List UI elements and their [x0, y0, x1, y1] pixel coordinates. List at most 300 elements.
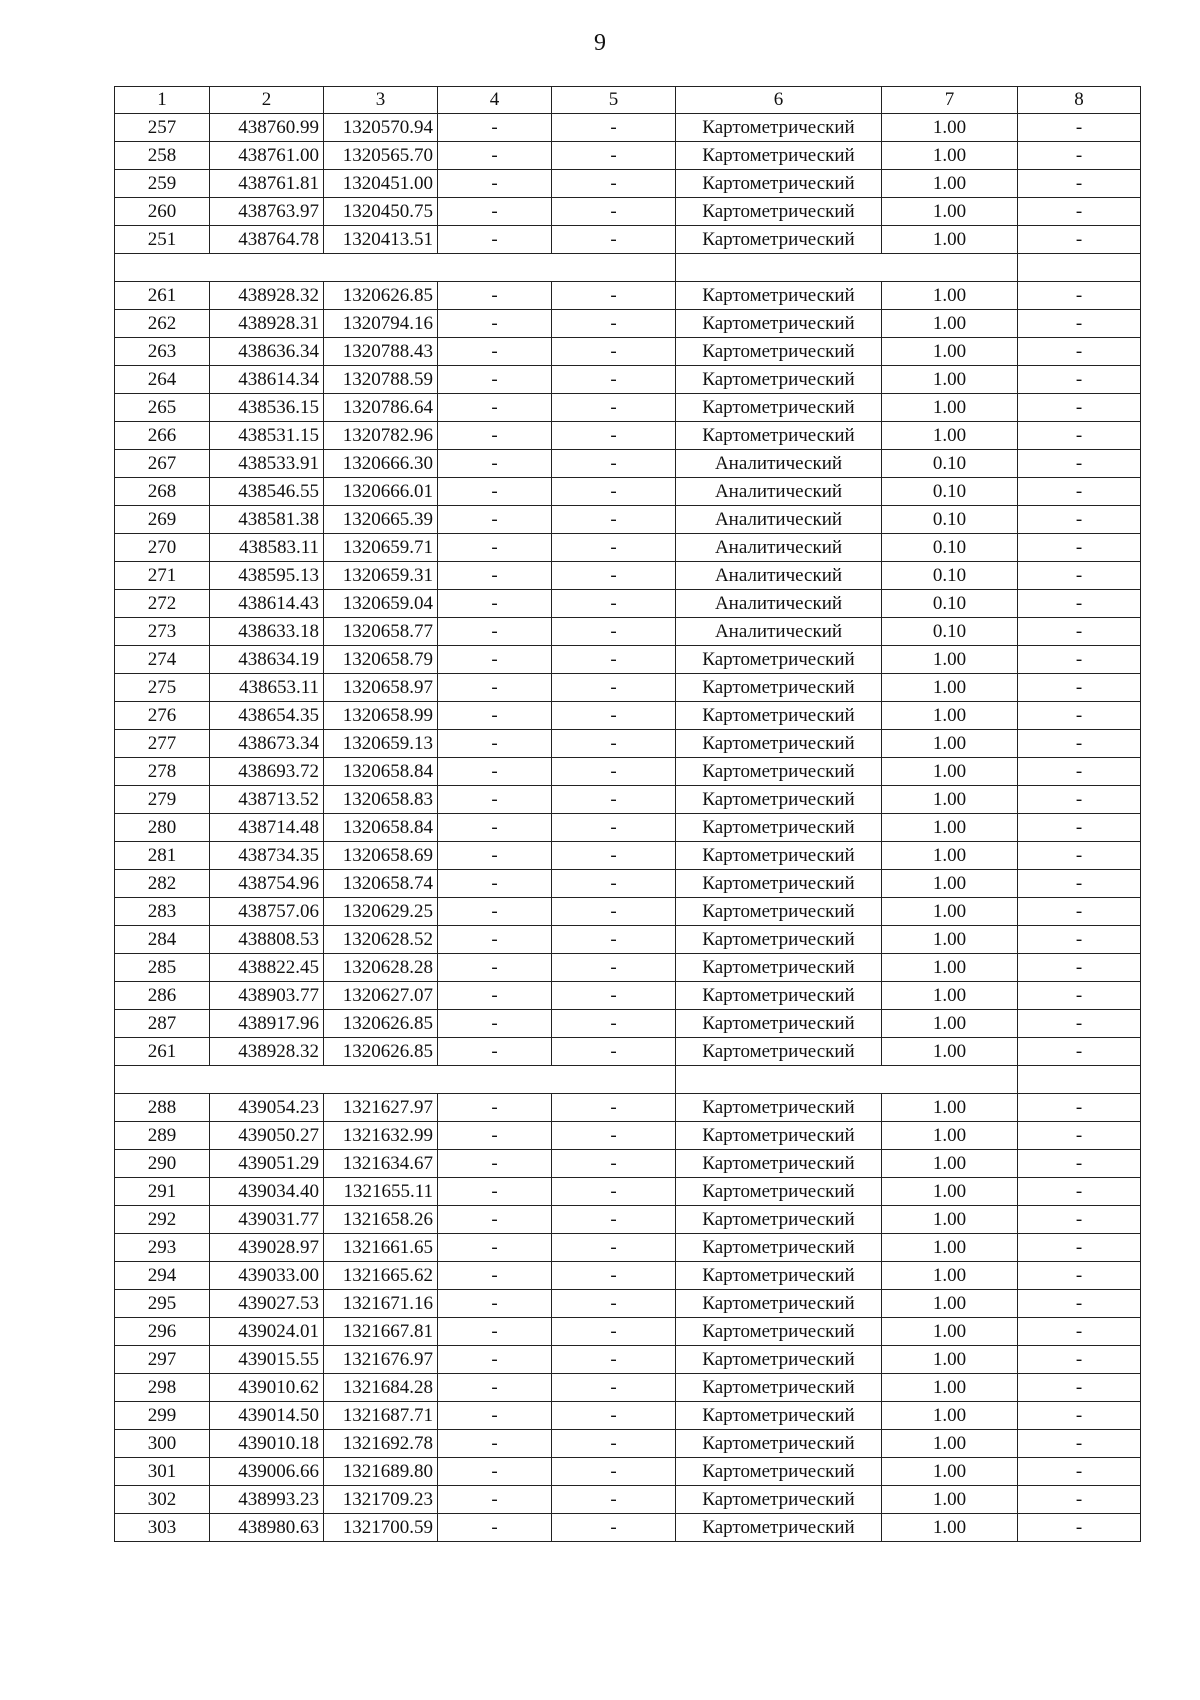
cell-method: Картометрический	[676, 226, 882, 254]
cell-col-5: -	[552, 1290, 676, 1318]
cell-y-coordinate: 1320629.25	[324, 898, 438, 926]
table-row	[115, 730, 1141, 758]
cell-col-8: -	[1018, 702, 1141, 730]
cell-accuracy: 1.00	[882, 814, 1018, 842]
cell-accuracy: 1.00	[882, 394, 1018, 422]
cell-col-8: -	[1018, 1318, 1141, 1346]
cell-col-5: -	[552, 1486, 676, 1514]
cell-y-coordinate: 1320658.84	[324, 814, 438, 842]
cell-x-coordinate: 438754.96	[210, 870, 324, 898]
cell-x-coordinate: 439010.62	[210, 1374, 324, 1402]
column-header-4: 4	[438, 87, 552, 114]
separator-cell	[676, 1066, 1018, 1094]
cell-method: Картометрический	[676, 1206, 882, 1234]
cell-point-number: 271	[115, 562, 210, 590]
cell-x-coordinate: 438928.32	[210, 1038, 324, 1066]
cell-y-coordinate: 1320659.71	[324, 534, 438, 562]
cell-accuracy: 0.10	[882, 618, 1018, 646]
header-row	[115, 87, 1141, 114]
cell-x-coordinate: 438673.34	[210, 730, 324, 758]
cell-col-4: -	[438, 1290, 552, 1318]
cell-accuracy: 1.00	[882, 142, 1018, 170]
cell-method: Картометрический	[676, 758, 882, 786]
cell-col-8: -	[1018, 1486, 1141, 1514]
table-row	[115, 1346, 1141, 1374]
cell-point-number: 301	[115, 1458, 210, 1486]
cell-x-coordinate: 438713.52	[210, 786, 324, 814]
column-header-3: 3	[324, 87, 438, 114]
cell-col-8: -	[1018, 142, 1141, 170]
cell-col-8: -	[1018, 786, 1141, 814]
cell-col-5: -	[552, 1318, 676, 1346]
cell-y-coordinate: 1321671.16	[324, 1290, 438, 1318]
cell-point-number: 263	[115, 338, 210, 366]
table-row	[115, 142, 1141, 170]
cell-point-number: 258	[115, 142, 210, 170]
cell-accuracy: 1.00	[882, 1514, 1018, 1542]
cell-col-5: -	[552, 1150, 676, 1178]
cell-point-number: 259	[115, 170, 210, 198]
cell-accuracy: 1.00	[882, 730, 1018, 758]
cell-col-4: -	[438, 730, 552, 758]
cell-col-4: -	[438, 590, 552, 618]
table-row	[115, 506, 1141, 534]
cell-x-coordinate: 439033.00	[210, 1262, 324, 1290]
table-row	[115, 422, 1141, 450]
table-row	[115, 814, 1141, 842]
cell-x-coordinate: 439034.40	[210, 1178, 324, 1206]
cell-y-coordinate: 1321684.28	[324, 1374, 438, 1402]
cell-y-coordinate: 1321676.97	[324, 1346, 438, 1374]
table-row	[115, 226, 1141, 254]
cell-point-number: 264	[115, 366, 210, 394]
cell-col-8: -	[1018, 730, 1141, 758]
cell-y-coordinate: 1320628.28	[324, 954, 438, 982]
column-header-6: 6	[676, 87, 882, 114]
cell-point-number: 262	[115, 310, 210, 338]
cell-point-number: 295	[115, 1290, 210, 1318]
cell-point-number: 282	[115, 870, 210, 898]
cell-col-8: -	[1018, 1374, 1141, 1402]
cell-col-5: -	[552, 1346, 676, 1374]
cell-point-number: 292	[115, 1206, 210, 1234]
cell-x-coordinate: 438714.48	[210, 814, 324, 842]
cell-col-4: -	[438, 758, 552, 786]
cell-method: Картометрический	[676, 114, 882, 142]
cell-method: Картометрический	[676, 142, 882, 170]
table-row	[115, 1318, 1141, 1346]
cell-col-5: -	[552, 142, 676, 170]
cell-method: Картометрический	[676, 1514, 882, 1542]
cell-col-5: -	[552, 674, 676, 702]
cell-method: Аналитический	[676, 450, 882, 478]
cell-method: Картометрический	[676, 310, 882, 338]
cell-col-4: -	[438, 1486, 552, 1514]
cell-col-8: -	[1018, 618, 1141, 646]
cell-accuracy: 1.00	[882, 926, 1018, 954]
page-number: 9	[594, 30, 606, 56]
cell-method: Картометрический	[676, 1486, 882, 1514]
cell-point-number: 285	[115, 954, 210, 982]
cell-y-coordinate: 1320659.13	[324, 730, 438, 758]
cell-col-4: -	[438, 310, 552, 338]
cell-method: Картометрический	[676, 1094, 882, 1122]
cell-col-5: -	[552, 758, 676, 786]
cell-x-coordinate: 439051.29	[210, 1150, 324, 1178]
cell-col-8: -	[1018, 450, 1141, 478]
cell-col-8: -	[1018, 1094, 1141, 1122]
cell-point-number: 279	[115, 786, 210, 814]
cell-accuracy: 1.00	[882, 1094, 1018, 1122]
cell-x-coordinate: 438636.34	[210, 338, 324, 366]
cell-col-4: -	[438, 1010, 552, 1038]
cell-accuracy: 1.00	[882, 1430, 1018, 1458]
coordinates-table	[114, 86, 1141, 1542]
cell-point-number: 261	[115, 1038, 210, 1066]
cell-y-coordinate: 1320788.43	[324, 338, 438, 366]
separator-row	[115, 254, 1141, 282]
cell-col-5: -	[552, 1262, 676, 1290]
cell-col-5: -	[552, 1094, 676, 1122]
cell-accuracy: 1.00	[882, 170, 1018, 198]
cell-x-coordinate: 438546.55	[210, 478, 324, 506]
cell-accuracy: 1.00	[882, 1010, 1018, 1038]
cell-x-coordinate: 438614.43	[210, 590, 324, 618]
cell-method: Аналитический	[676, 534, 882, 562]
cell-col-4: -	[438, 1374, 552, 1402]
cell-y-coordinate: 1321692.78	[324, 1430, 438, 1458]
cell-x-coordinate: 438917.96	[210, 1010, 324, 1038]
cell-accuracy: 1.00	[882, 1318, 1018, 1346]
cell-col-5: -	[552, 198, 676, 226]
cell-accuracy: 1.00	[882, 758, 1018, 786]
cell-accuracy: 1.00	[882, 1262, 1018, 1290]
cell-method: Картометрический	[676, 702, 882, 730]
cell-col-4: -	[438, 954, 552, 982]
cell-col-8: -	[1018, 282, 1141, 310]
cell-accuracy: 1.00	[882, 870, 1018, 898]
cell-x-coordinate: 438654.35	[210, 702, 324, 730]
cell-point-number: 257	[115, 114, 210, 142]
cell-method: Картометрический	[676, 898, 882, 926]
cell-y-coordinate: 1321687.71	[324, 1402, 438, 1430]
table-row	[115, 1122, 1141, 1150]
cell-col-4: -	[438, 1514, 552, 1542]
cell-accuracy: 1.00	[882, 1486, 1018, 1514]
cell-accuracy: 0.10	[882, 450, 1018, 478]
cell-accuracy: 1.00	[882, 1290, 1018, 1318]
table-row	[115, 1234, 1141, 1262]
cell-accuracy: 1.00	[882, 898, 1018, 926]
cell-point-number: 267	[115, 450, 210, 478]
cell-x-coordinate: 438595.13	[210, 562, 324, 590]
cell-col-8: -	[1018, 1178, 1141, 1206]
cell-col-8: -	[1018, 170, 1141, 198]
cell-col-5: -	[552, 1122, 676, 1150]
cell-x-coordinate: 438583.11	[210, 534, 324, 562]
cell-method: Картометрический	[676, 1010, 882, 1038]
cell-col-8: -	[1018, 1262, 1141, 1290]
cell-col-4: -	[438, 618, 552, 646]
cell-method: Картометрический	[676, 786, 882, 814]
table-row	[115, 1206, 1141, 1234]
cell-method: Картометрический	[676, 954, 882, 982]
cell-accuracy: 0.10	[882, 478, 1018, 506]
cell-y-coordinate: 1320658.97	[324, 674, 438, 702]
cell-y-coordinate: 1321709.23	[324, 1486, 438, 1514]
cell-accuracy: 1.00	[882, 1178, 1018, 1206]
cell-x-coordinate: 439006.66	[210, 1458, 324, 1486]
table-row	[115, 114, 1141, 142]
cell-col-5: -	[552, 786, 676, 814]
cell-col-8: -	[1018, 478, 1141, 506]
cell-x-coordinate: 439031.77	[210, 1206, 324, 1234]
cell-y-coordinate: 1321634.67	[324, 1150, 438, 1178]
cell-col-5: -	[552, 394, 676, 422]
cell-col-8: -	[1018, 1458, 1141, 1486]
cell-col-4: -	[438, 814, 552, 842]
cell-col-4: -	[438, 898, 552, 926]
cell-col-8: -	[1018, 562, 1141, 590]
cell-point-number: 280	[115, 814, 210, 842]
cell-col-8: -	[1018, 898, 1141, 926]
cell-col-4: -	[438, 1458, 552, 1486]
cell-col-4: -	[438, 646, 552, 674]
cell-x-coordinate: 439054.23	[210, 1094, 324, 1122]
cell-col-4: -	[438, 702, 552, 730]
cell-col-4: -	[438, 1262, 552, 1290]
table-row	[115, 1038, 1141, 1066]
cell-col-5: -	[552, 814, 676, 842]
cell-point-number: 288	[115, 1094, 210, 1122]
cell-col-8: -	[1018, 534, 1141, 562]
cell-col-4: -	[438, 1150, 552, 1178]
cell-point-number: 251	[115, 226, 210, 254]
cell-col-5: -	[552, 562, 676, 590]
cell-method: Картометрический	[676, 1038, 882, 1066]
table-row	[115, 1262, 1141, 1290]
cell-col-5: -	[552, 1178, 676, 1206]
cell-col-4: -	[438, 478, 552, 506]
cell-point-number: 294	[115, 1262, 210, 1290]
cell-accuracy: 1.00	[882, 114, 1018, 142]
cell-col-5: -	[552, 1206, 676, 1234]
cell-col-8: -	[1018, 1514, 1141, 1542]
table-row	[115, 1290, 1141, 1318]
cell-y-coordinate: 1321632.99	[324, 1122, 438, 1150]
cell-col-5: -	[552, 114, 676, 142]
cell-x-coordinate: 438633.18	[210, 618, 324, 646]
cell-point-number: 277	[115, 730, 210, 758]
cell-col-4: -	[438, 1234, 552, 1262]
cell-method: Аналитический	[676, 618, 882, 646]
cell-method: Картометрический	[676, 1150, 882, 1178]
table-row	[115, 674, 1141, 702]
column-header-7: 7	[882, 87, 1018, 114]
cell-col-8: -	[1018, 226, 1141, 254]
cell-x-coordinate: 439014.50	[210, 1402, 324, 1430]
cell-y-coordinate: 1320565.70	[324, 142, 438, 170]
cell-method: Картометрический	[676, 1402, 882, 1430]
cell-accuracy: 1.00	[882, 282, 1018, 310]
cell-x-coordinate: 438761.81	[210, 170, 324, 198]
cell-x-coordinate: 438928.31	[210, 310, 324, 338]
cell-col-8: -	[1018, 1122, 1141, 1150]
cell-accuracy: 1.00	[882, 1374, 1018, 1402]
cell-accuracy: 1.00	[882, 338, 1018, 366]
cell-accuracy: 1.00	[882, 646, 1018, 674]
cell-point-number: 303	[115, 1514, 210, 1542]
table-row	[115, 170, 1141, 198]
cell-x-coordinate: 438903.77	[210, 982, 324, 1010]
cell-col-4: -	[438, 338, 552, 366]
table-row	[115, 534, 1141, 562]
cell-point-number: 298	[115, 1374, 210, 1402]
cell-method: Картометрический	[676, 198, 882, 226]
cell-accuracy: 1.00	[882, 674, 1018, 702]
cell-accuracy: 1.00	[882, 842, 1018, 870]
separator-cell	[676, 254, 1018, 282]
cell-y-coordinate: 1320658.99	[324, 702, 438, 730]
separator-cell	[115, 254, 676, 282]
table-row	[115, 1374, 1141, 1402]
cell-col-5: -	[552, 1234, 676, 1262]
table-row	[115, 450, 1141, 478]
cell-col-5: -	[552, 842, 676, 870]
cell-col-4: -	[438, 226, 552, 254]
cell-point-number: 284	[115, 926, 210, 954]
table-row	[115, 898, 1141, 926]
cell-method: Картометрический	[676, 1374, 882, 1402]
cell-x-coordinate: 438822.45	[210, 954, 324, 982]
column-header-8: 8	[1018, 87, 1141, 114]
table-row	[115, 926, 1141, 954]
cell-y-coordinate: 1320665.39	[324, 506, 438, 534]
cell-y-coordinate: 1320659.04	[324, 590, 438, 618]
cell-method: Картометрический	[676, 814, 882, 842]
cell-y-coordinate: 1320626.85	[324, 1010, 438, 1038]
cell-x-coordinate: 438980.63	[210, 1514, 324, 1542]
cell-point-number: 287	[115, 1010, 210, 1038]
table-row	[115, 646, 1141, 674]
cell-point-number: 273	[115, 618, 210, 646]
cell-col-5: -	[552, 422, 676, 450]
cell-accuracy: 0.10	[882, 562, 1018, 590]
cell-y-coordinate: 1320627.07	[324, 982, 438, 1010]
cell-col-4: -	[438, 1206, 552, 1234]
cell-x-coordinate: 438761.00	[210, 142, 324, 170]
cell-col-5: -	[552, 730, 676, 758]
cell-point-number: 281	[115, 842, 210, 870]
table-row	[115, 198, 1141, 226]
cell-point-number: 276	[115, 702, 210, 730]
cell-y-coordinate: 1320666.30	[324, 450, 438, 478]
cell-method: Аналитический	[676, 590, 882, 618]
cell-col-4: -	[438, 786, 552, 814]
cell-col-8: -	[1018, 590, 1141, 618]
cell-accuracy: 1.00	[882, 1458, 1018, 1486]
cell-y-coordinate: 1320570.94	[324, 114, 438, 142]
cell-x-coordinate: 438693.72	[210, 758, 324, 786]
cell-method: Картометрический	[676, 646, 882, 674]
cell-col-8: -	[1018, 674, 1141, 702]
table-row	[115, 870, 1141, 898]
table-row	[115, 1094, 1141, 1122]
cell-accuracy: 0.10	[882, 534, 1018, 562]
cell-x-coordinate: 438764.78	[210, 226, 324, 254]
cell-point-number: 289	[115, 1122, 210, 1150]
cell-method: Аналитический	[676, 562, 882, 590]
cell-point-number: 261	[115, 282, 210, 310]
cell-col-4: -	[438, 422, 552, 450]
cell-point-number: 296	[115, 1318, 210, 1346]
cell-y-coordinate: 1321665.62	[324, 1262, 438, 1290]
cell-col-4: -	[438, 982, 552, 1010]
cell-col-4: -	[438, 114, 552, 142]
cell-col-5: -	[552, 870, 676, 898]
cell-col-4: -	[438, 198, 552, 226]
cell-col-4: -	[438, 1094, 552, 1122]
cell-col-5: -	[552, 954, 676, 982]
column-header-2: 2	[210, 87, 324, 114]
table-row	[115, 1486, 1141, 1514]
cell-accuracy: 1.00	[882, 1234, 1018, 1262]
cell-method: Картометрический	[676, 926, 882, 954]
cell-col-5: -	[552, 898, 676, 926]
cell-x-coordinate: 438536.15	[210, 394, 324, 422]
cell-x-coordinate: 438581.38	[210, 506, 324, 534]
cell-y-coordinate: 1320794.16	[324, 310, 438, 338]
cell-col-4: -	[438, 534, 552, 562]
cell-point-number: 302	[115, 1486, 210, 1514]
cell-col-5: -	[552, 310, 676, 338]
cell-x-coordinate: 438993.23	[210, 1486, 324, 1514]
cell-method: Картометрический	[676, 730, 882, 758]
separator-cell	[1018, 254, 1141, 282]
cell-point-number: 275	[115, 674, 210, 702]
cell-col-5: -	[552, 478, 676, 506]
cell-col-4: -	[438, 366, 552, 394]
cell-point-number: 291	[115, 1178, 210, 1206]
cell-col-4: -	[438, 1318, 552, 1346]
separator-row	[115, 1066, 1141, 1094]
cell-x-coordinate: 438614.34	[210, 366, 324, 394]
cell-x-coordinate: 438928.32	[210, 282, 324, 310]
cell-x-coordinate: 438531.15	[210, 422, 324, 450]
table-row	[115, 982, 1141, 1010]
cell-point-number: 266	[115, 422, 210, 450]
cell-method: Картометрический	[676, 1234, 882, 1262]
cell-col-5: -	[552, 1010, 676, 1038]
cell-y-coordinate: 1320628.52	[324, 926, 438, 954]
cell-col-8: -	[1018, 758, 1141, 786]
cell-col-8: -	[1018, 870, 1141, 898]
cell-point-number: 297	[115, 1346, 210, 1374]
cell-col-4: -	[438, 142, 552, 170]
cell-col-4: -	[438, 562, 552, 590]
cell-y-coordinate: 1320626.85	[324, 1038, 438, 1066]
cell-x-coordinate: 438634.19	[210, 646, 324, 674]
cell-col-8: -	[1018, 954, 1141, 982]
cell-method: Картометрический	[676, 394, 882, 422]
cell-x-coordinate: 439050.27	[210, 1122, 324, 1150]
cell-accuracy: 1.00	[882, 198, 1018, 226]
column-header-1: 1	[115, 87, 210, 114]
table-row	[115, 1430, 1141, 1458]
cell-x-coordinate: 438763.97	[210, 198, 324, 226]
cell-x-coordinate: 439015.55	[210, 1346, 324, 1374]
cell-col-8: -	[1018, 1402, 1141, 1430]
